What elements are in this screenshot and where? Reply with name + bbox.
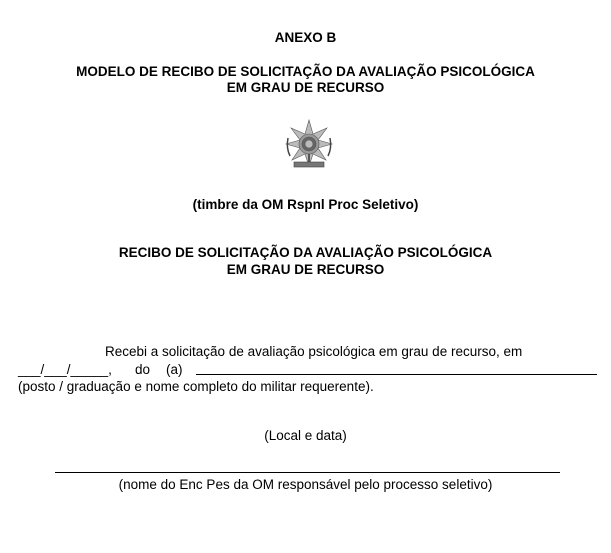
signature-line xyxy=(55,472,560,473)
receipt-title-line-1: RECIBO DE SOLICITAÇÃO DA AVALIAÇÃO PSICOLÓGICA xyxy=(118,245,493,260)
place-date-caption: (Local e data) xyxy=(264,428,347,443)
receipt-body-line-3: (posto / graduação e nome completo do militar requerente). xyxy=(18,379,374,394)
annex-title: ANEXO B xyxy=(274,30,337,45)
model-title-line-2: EM GRAU DE RECURSO xyxy=(226,80,385,95)
signature-caption: (nome do Enc Pes da OM responsável pelo processo seletivo) xyxy=(118,477,493,492)
requester-name-line xyxy=(196,374,597,375)
brazil-coat-of-arms-icon xyxy=(280,118,338,170)
word-do: do xyxy=(135,362,151,377)
date-blanks: ___/___/_____, xyxy=(18,362,112,377)
letterhead-caption: (timbre da OM Rspnl Proc Seletivo) xyxy=(192,197,419,212)
word-a: (a) xyxy=(166,362,183,377)
receipt-title-line-2: EM GRAU DE RECURSO xyxy=(226,262,385,277)
receipt-body-line-1: Recebi a solicitação de avaliação psicológica em grau de recurso, em xyxy=(105,344,523,359)
model-title-line-1: MODELO DE RECIBO DE SOLICITAÇÃO DA AVALIAÇÃO PSICOLÓGICA xyxy=(76,64,535,79)
